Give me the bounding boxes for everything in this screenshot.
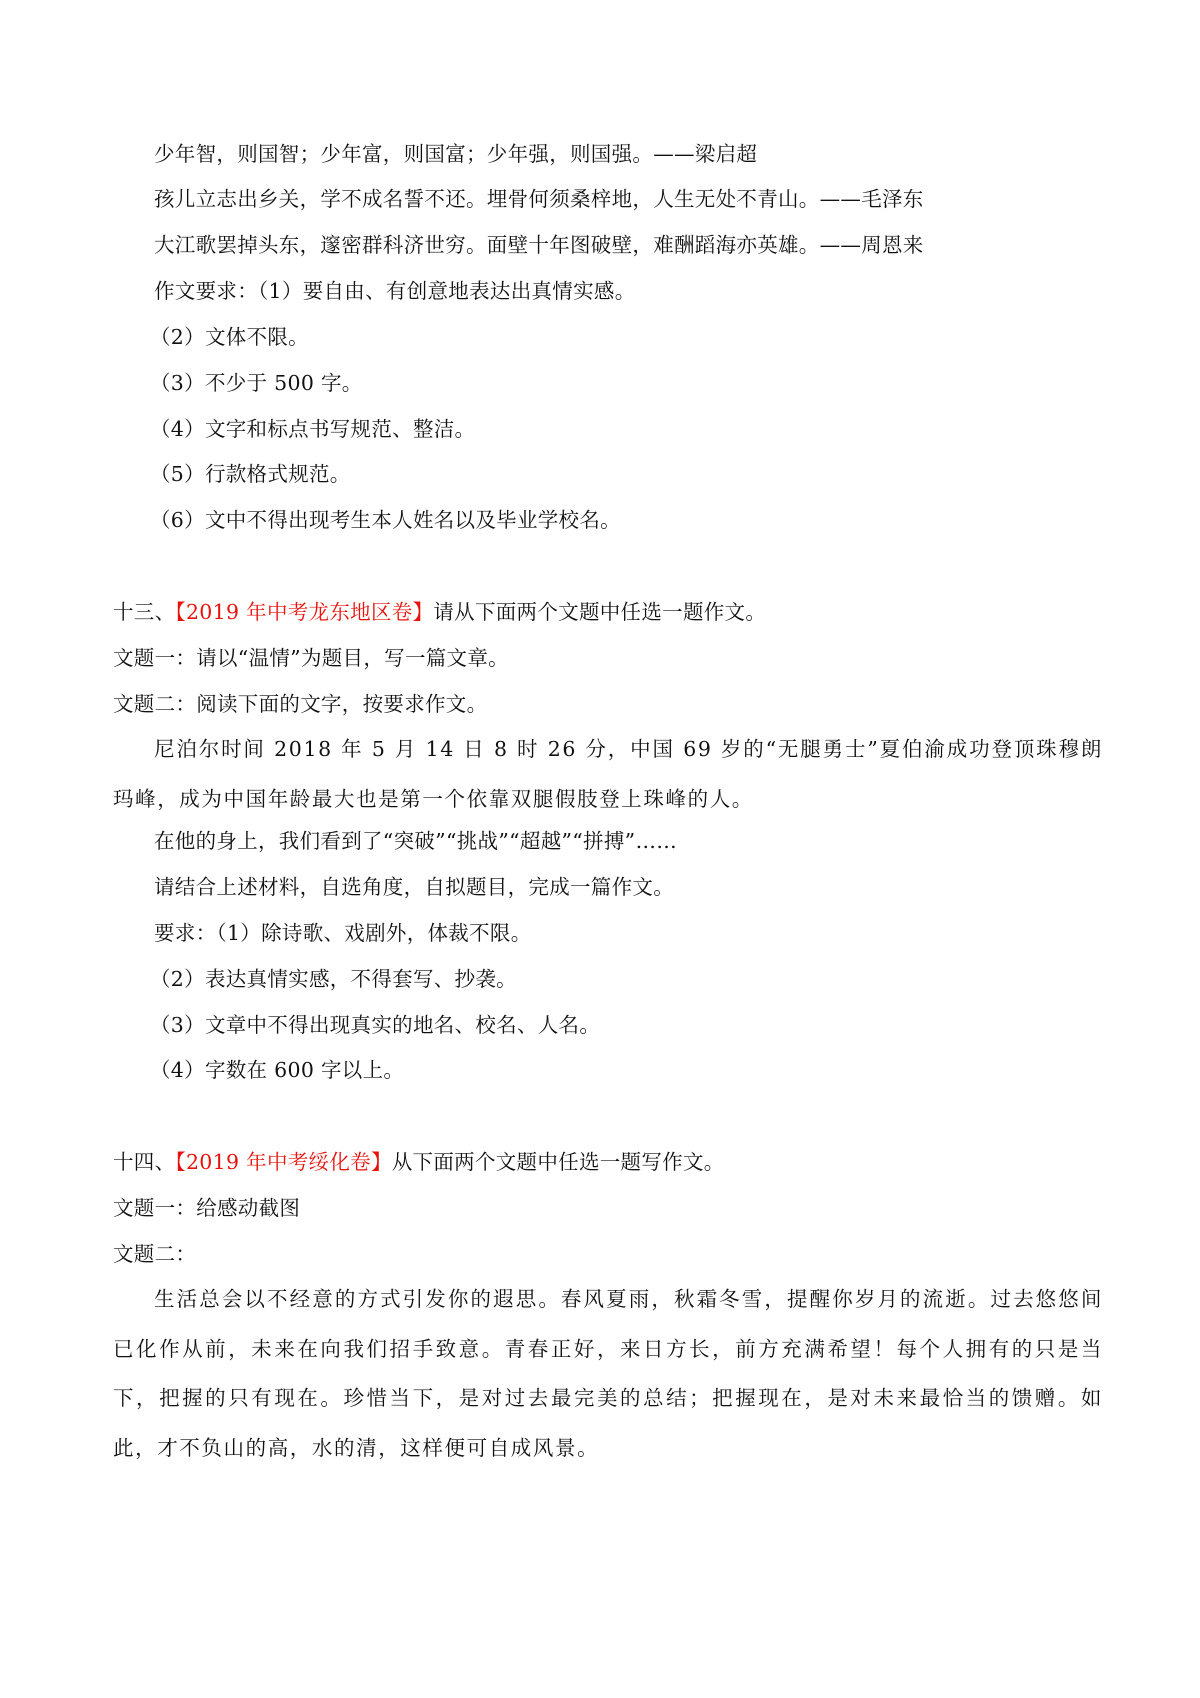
question-13-material-keywords: 在他的身上，我们看到了“突破”“挑战”“超越”“拼搏”…… xyxy=(154,829,678,853)
question-13-instruction: 请结合上述材料，自选角度，自拟题目，完成一篇作文。 xyxy=(154,875,674,899)
question-14-topic-1: 文题一：给感动截图 xyxy=(113,1196,301,1220)
question-14-number: 十四、 xyxy=(113,1150,176,1174)
question-13-topic-1: 文题一：请以“温情”为题目，写一篇文章。 xyxy=(113,646,509,670)
question-13-requirement-2: （2）表达真情实感，不得套写、抄袭。 xyxy=(150,967,517,991)
quote-mao-zedong: 孩儿立志出乡关，学不成名誓不还。埋骨何须桑梓地，人生无处不青山。——毛泽东 xyxy=(154,187,924,211)
question-13-source: 【2019 年中考龙东地区卷】 xyxy=(175,600,434,624)
question-14-prompt: 从下面两个文题中任选一题写作文。 xyxy=(391,1150,725,1174)
question-13-prompt: 请从下面两个文题中任选一题作文。 xyxy=(433,600,767,624)
question-13-number: 十三、 xyxy=(113,600,176,624)
requirement-4: （4）文字和标点书写规范、整洁。 xyxy=(150,417,476,441)
requirement-5: （5）行款格式规范。 xyxy=(150,462,351,486)
question-14-material: 生活总会以不经意的方式引发你的遐思。春风夏雨，秋霜冬雪，提醒你岁月的流逝。过去悠悠间已化作从前，未来在向我们招手致意。青春正好，来日方长，前方充满希望！每个人拥有的只是当下，把握的只有现在。珍惜当下，是对过去最完美的总结；把握现在，是对未来最恰当的馈赠。如此，才不负山的高，水的清，这样便可自成风景。 xyxy=(113,1287,1103,1460)
quote-liang-qichao: 少年智，则国智；少年富，则国富；少年强，则国强。——梁启超 xyxy=(154,142,758,166)
question-13-requirement-1: 要求：（1）除诗歌、戏剧外，体裁不限。 xyxy=(154,921,532,945)
question-14-topic-2: 文题二： xyxy=(113,1242,197,1266)
requirement-6: （6）文中不得出现考生本人姓名以及毕业学校名。 xyxy=(150,508,621,532)
question-14-heading xyxy=(113,1147,725,1177)
question-13-topic-2: 文题二：阅读下面的文字，按要求作文。 xyxy=(113,692,488,716)
question-14-source: 【2019 年中考绥化卷】 xyxy=(175,1150,392,1174)
quote-zhou-enlai: 大江歌罢掉头东，邃密群科济世穷。面壁十年图破壁，难酬蹈海亦英雄。——周恩来 xyxy=(154,233,924,257)
question-13-material: 尼泊尔时间 2018 年 5 月 14 日 8 时 26 分，中国 69 岁的“无腿勇士”夏伯渝成功登顶珠穆朗玛峰，成为中国年龄最大也是第一个依靠双腿假肢登上珠峰的人。 xyxy=(113,737,1103,811)
question-13-heading xyxy=(113,597,766,627)
question-13-requirement-3: （3）文章中不得出现真实的地名、校名、人名。 xyxy=(150,1013,601,1037)
question-13-requirement-4: （4）字数在 600 字以上。 xyxy=(150,1058,405,1082)
requirement-3: （3）不少于 500 字。 xyxy=(150,371,363,395)
requirement-1: 作文要求：（1）要自由、有创意地表达出真情实感。 xyxy=(154,279,636,303)
requirement-2: （2）文体不限。 xyxy=(150,325,309,349)
